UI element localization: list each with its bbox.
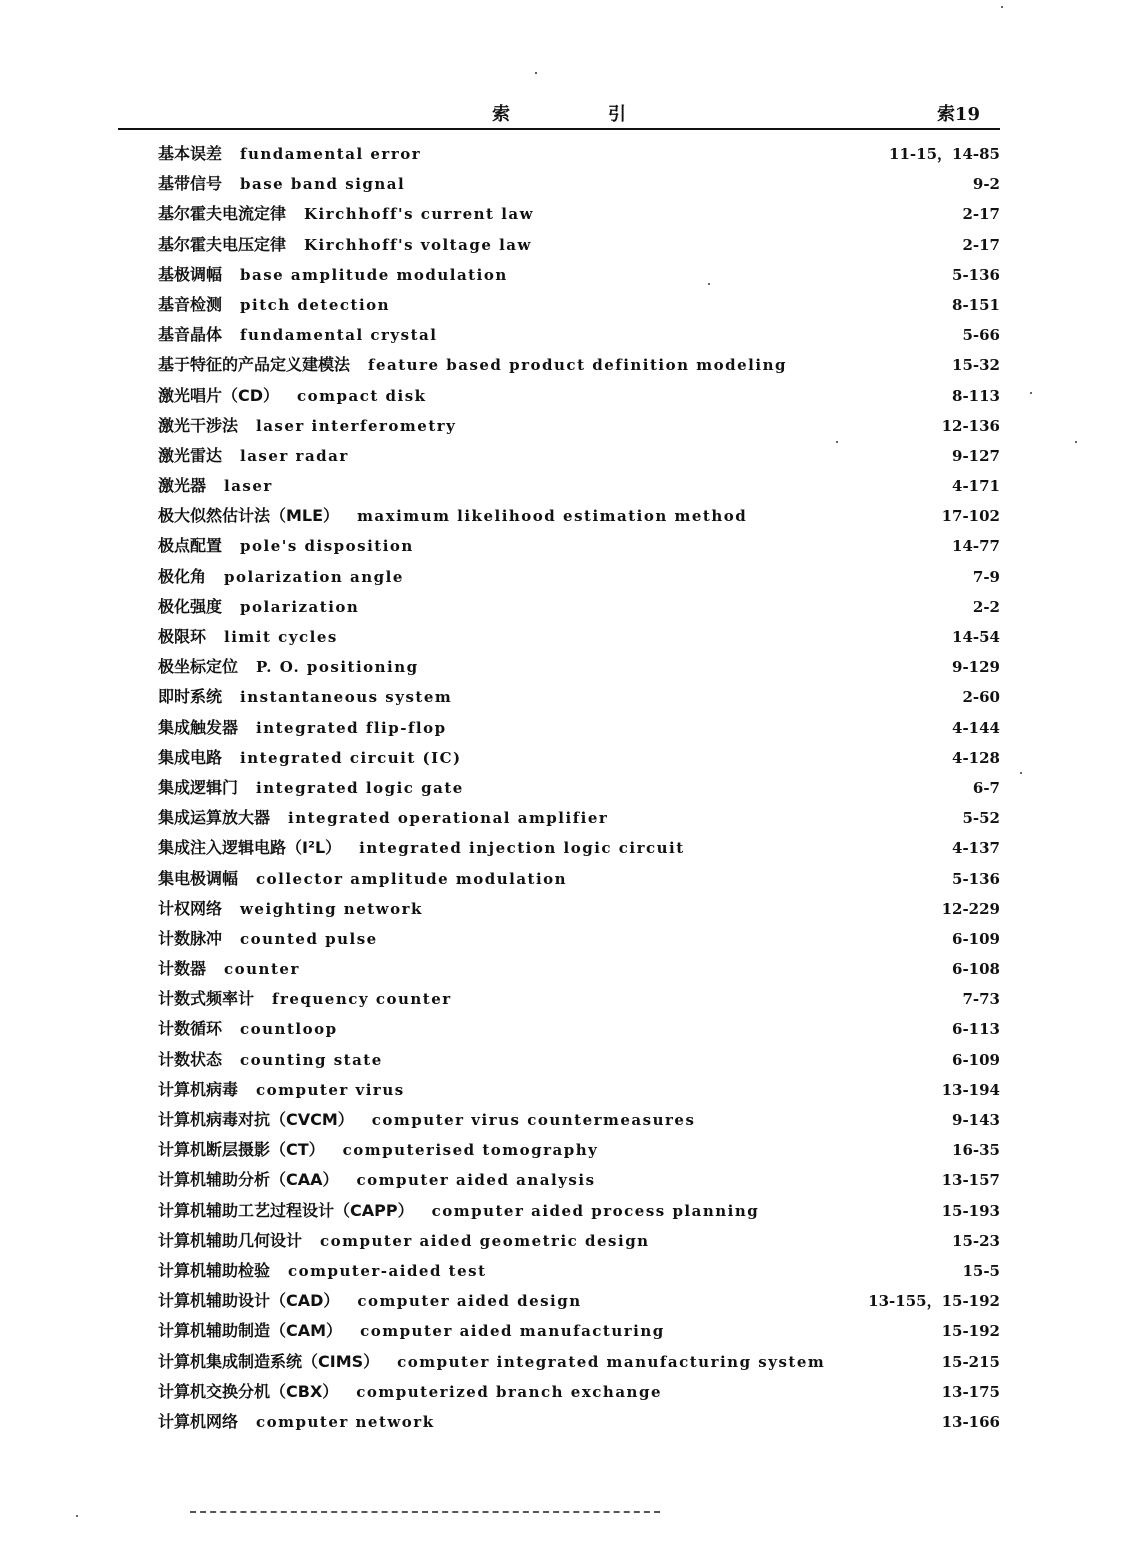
entry-page-reference: 15-193 — [941, 1201, 1000, 1220]
scan-speck — [1075, 441, 1077, 443]
index-entry — [158, 743, 1000, 773]
index-entry — [158, 803, 1000, 833]
entry-chinese-term: 计算机交换分机（CBX） — [158, 1381, 339, 1401]
index-entry — [158, 652, 1000, 682]
entry-chinese-term: 基尔霍夫电压定律 — [158, 234, 287, 254]
entry-page-reference: 8-151 — [952, 295, 1000, 314]
entry-chinese-term: 即时系统 — [158, 687, 223, 707]
entry-page-reference: 11-15，14-85 — [889, 145, 1000, 163]
entry-chinese-term: 计算机病毒 — [158, 1079, 239, 1099]
entry-chinese-term: 极点配置 — [158, 536, 223, 556]
scan-speck — [535, 72, 537, 74]
index-entries — [158, 139, 1000, 1437]
scan-speck — [1020, 772, 1022, 774]
index-entry — [158, 1256, 1000, 1286]
index-entry — [158, 139, 1000, 169]
entry-page-reference: 15-5 — [962, 1261, 1000, 1280]
entry-page-reference: 12-136 — [941, 416, 1000, 435]
entry-english-term: Kirchhoff's voltage law — [304, 235, 532, 254]
entry-chinese-term: 极大似然估计法（MLE） — [158, 506, 340, 526]
index-entry — [158, 320, 1000, 350]
entry-chinese-term: 激光雷达 — [158, 445, 223, 465]
header-title: 索 引 — [492, 104, 666, 125]
entry-english-term: weighting network — [240, 899, 423, 918]
entry-chinese-term: 基音检测 — [158, 294, 223, 314]
entry-english-term: computer virus — [256, 1080, 405, 1099]
entry-page-reference: 16-35 — [952, 1141, 1000, 1160]
entry-english-term: computer aided manufacturing — [360, 1322, 665, 1341]
entry-chinese-term: 基音晶体 — [158, 325, 223, 345]
entry-page-reference: 14-77 — [952, 537, 1000, 556]
entry-page-reference: 8-113 — [952, 386, 1000, 405]
entry-english-term: base band signal — [240, 175, 406, 194]
entry-english-term: compact disk — [297, 386, 427, 405]
entry-english-term: computer virus countermeasures — [371, 1111, 696, 1129]
entry-chinese-term: 计算机辅助几何设计 — [158, 1230, 303, 1250]
index-entry — [158, 1045, 1000, 1075]
entry-chinese-term: 极坐标定位 — [158, 657, 239, 677]
entry-english-term: base amplitude modulation — [240, 265, 508, 284]
entry-page-reference: 4-128 — [952, 748, 1000, 767]
index-entry — [158, 984, 1000, 1014]
index-entry — [158, 1075, 1000, 1105]
index-entry — [158, 1407, 1000, 1437]
entry-chinese-term: 计算机网络 — [158, 1411, 239, 1431]
index-entry — [158, 1196, 1000, 1226]
entry-page-reference: 7-9 — [972, 567, 1000, 586]
entry-page-reference: 4-144 — [952, 718, 1000, 737]
scan-speck — [1030, 392, 1032, 394]
index-entry — [158, 230, 1000, 260]
entry-english-term: Kirchhoff's current law — [304, 205, 535, 224]
entry-english-term: computer network — [256, 1412, 435, 1431]
entry-page-reference: 2-60 — [962, 688, 1000, 707]
entry-chinese-term: 计数式频率计 — [158, 989, 255, 1009]
entry-chinese-term: 集成逻辑门 — [158, 777, 239, 797]
entry-page-reference: 15-192 — [941, 1322, 1000, 1341]
entry-page-reference: 5-52 — [962, 809, 1000, 828]
index-entry — [158, 1226, 1000, 1256]
entry-page-reference: 6-7 — [972, 778, 1000, 797]
index-entry — [158, 864, 1000, 894]
entry-chinese-term: 集电极调幅 — [158, 868, 239, 888]
scan-speck — [836, 441, 838, 443]
entry-chinese-term: 计算机病毒对抗（CVCM） — [158, 1110, 354, 1129]
index-entry — [158, 833, 1000, 863]
index-entry — [158, 1165, 1000, 1195]
entry-chinese-term: 集成触发器 — [158, 717, 239, 737]
entry-english-term: counted pulse — [240, 929, 378, 948]
index-entry — [158, 441, 1000, 471]
index-entry — [158, 1286, 1000, 1316]
entry-english-term: collector amplitude modulation — [256, 869, 568, 888]
entry-page-reference: 13-175 — [941, 1382, 1000, 1401]
entry-english-term: computerized branch exchange — [356, 1382, 662, 1401]
header-page-number: 索19 — [936, 104, 980, 125]
entry-page-reference: 13-157 — [941, 1171, 1000, 1190]
entry-page-reference: 9-129 — [952, 658, 1000, 677]
index-entry — [158, 924, 1000, 954]
index-entry — [158, 682, 1000, 712]
entry-page-reference: 5-136 — [952, 265, 1000, 284]
index-entry — [158, 260, 1000, 290]
entry-chinese-term: 计数脉冲 — [158, 928, 223, 948]
entry-english-term: frequency counter — [272, 990, 452, 1009]
index-entry — [158, 1377, 1000, 1407]
index-entry — [158, 1347, 1000, 1377]
index-entry — [158, 954, 1000, 984]
entry-chinese-term: 计算机辅助工艺过程设计（CAPP） — [158, 1200, 414, 1220]
index-entry — [158, 592, 1000, 622]
entry-chinese-term: 基带信号 — [158, 174, 223, 194]
entry-english-term: limit cycles — [224, 628, 338, 646]
entry-page-reference: 15-32 — [952, 356, 1000, 375]
index-entry — [158, 381, 1000, 411]
index-entry — [158, 622, 1000, 652]
running-header — [118, 98, 1000, 130]
index-entry — [158, 531, 1000, 561]
entry-english-term: computerised tomography — [342, 1141, 599, 1160]
entry-chinese-term: 计算机辅助制造（CAM） — [158, 1321, 343, 1341]
entry-english-term: computer-aided test — [288, 1261, 487, 1280]
entry-english-term: pole's disposition — [240, 537, 414, 556]
scan-speck — [708, 283, 710, 285]
index-entry — [158, 501, 1000, 531]
index-entry — [158, 199, 1000, 229]
entry-page-reference: 13-194 — [941, 1080, 1000, 1099]
entry-english-term: fundamental crystal — [240, 326, 438, 345]
index-entry — [158, 1014, 1000, 1044]
entry-chinese-term: 基本误差 — [158, 144, 223, 163]
scan-speck — [76, 1515, 78, 1517]
entry-chinese-term: 基尔霍夫电流定律 — [158, 204, 287, 224]
entry-chinese-term: 基极调幅 — [158, 264, 223, 284]
entry-english-term: computer aided analysis — [356, 1171, 596, 1190]
entry-english-term: laser — [224, 477, 273, 496]
index-entry — [158, 411, 1000, 441]
entry-page-reference: 6-113 — [952, 1020, 1000, 1039]
entry-english-term: integrated circuit (IC) — [240, 748, 462, 767]
index-entry — [158, 290, 1000, 320]
entry-chinese-term: 集成运算放大器 — [158, 808, 271, 828]
entry-page-reference: 9-143 — [952, 1111, 1000, 1129]
entry-page-reference: 13-166 — [941, 1412, 1000, 1431]
entry-page-reference: 4-137 — [952, 839, 1000, 858]
entry-page-reference: 15-215 — [941, 1352, 1000, 1371]
entry-chinese-term: 集成注入逻辑电路（I²L） — [158, 838, 342, 858]
entry-page-reference: 6-109 — [952, 929, 1000, 948]
index-entry — [158, 1105, 1000, 1135]
entry-chinese-term: 计数循环 — [158, 1019, 223, 1039]
entry-chinese-term: 激光唱片（CD） — [158, 385, 280, 405]
entry-english-term: integrated operational amplifier — [288, 809, 609, 828]
entry-page-reference: 9-127 — [952, 446, 1000, 465]
entry-chinese-term: 计算机辅助分析（CAA） — [158, 1170, 339, 1190]
entry-page-reference: 5-66 — [962, 326, 1000, 345]
entry-page-reference: 5-136 — [952, 869, 1000, 888]
entry-page-reference: 4-171 — [952, 477, 1000, 496]
entry-page-reference: 9-2 — [972, 175, 1000, 194]
entry-chinese-term: 激光器 — [158, 476, 207, 496]
entry-english-term: instantaneous system — [240, 688, 453, 707]
entry-page-reference: 12-229 — [941, 899, 1000, 918]
entry-english-term: feature based product definition modeling — [368, 356, 787, 375]
entry-chinese-term: 极限环 — [158, 627, 207, 646]
entry-english-term: counting state — [240, 1050, 383, 1069]
entry-page-reference: 2-17 — [962, 235, 1000, 254]
index-entry — [158, 713, 1000, 743]
entry-page-reference: 6-109 — [952, 1050, 1000, 1069]
entry-page-reference: 2-2 — [972, 597, 1000, 616]
entry-english-term: laser radar — [240, 446, 349, 465]
entry-chinese-term: 极化强度 — [158, 596, 223, 616]
entry-english-term: fundamental error — [240, 145, 422, 163]
index-entry — [158, 1316, 1000, 1346]
entry-english-term: counter — [224, 960, 300, 979]
entry-chinese-term: 计数器 — [158, 959, 207, 979]
entry-english-term: countloop — [240, 1020, 338, 1039]
entry-chinese-term: 激光干涉法 — [158, 415, 239, 435]
index-entry — [158, 894, 1000, 924]
entry-english-term: computer aided design — [357, 1292, 582, 1311]
entry-english-term: P. O. positioning — [256, 658, 419, 677]
entry-chinese-term: 计算机断层摄影（CT） — [158, 1140, 325, 1160]
entry-chinese-term: 计算机辅助设计（CAD） — [158, 1291, 340, 1311]
index-entry — [158, 471, 1000, 501]
entry-chinese-term: 极化角 — [158, 566, 207, 586]
entry-english-term: computer aided geometric design — [320, 1231, 650, 1250]
entry-page-reference: 15-23 — [952, 1231, 1000, 1250]
entry-chinese-term: 基于特征的产品定义建模法 — [158, 355, 351, 375]
entry-english-term: computer aided process planning — [431, 1201, 760, 1220]
entry-english-term: pitch detection — [240, 295, 391, 314]
entry-english-term: maximum likelihood estimation method — [357, 507, 748, 526]
index-entry — [158, 562, 1000, 592]
footer-rule — [190, 1511, 660, 1513]
entry-chinese-term: 集成电路 — [158, 747, 223, 767]
index-entry — [158, 773, 1000, 803]
entry-english-term: laser interferometry — [256, 416, 457, 435]
entry-english-term: integrated injection logic circuit — [359, 839, 685, 858]
index-entry — [158, 350, 1000, 380]
entry-page-reference: 7-73 — [962, 990, 1000, 1009]
index-entry — [158, 1135, 1000, 1165]
index-entry — [158, 169, 1000, 199]
entry-chinese-term: 计算机集成制造系统（CIMS） — [158, 1351, 380, 1371]
entry-english-term: polarization — [240, 597, 360, 616]
entry-english-term: computer integrated manufacturing system — [397, 1352, 826, 1371]
scan-speck — [1001, 6, 1003, 8]
entry-page-reference: 17-102 — [941, 507, 1000, 526]
entry-page-reference: 2-17 — [962, 205, 1000, 224]
entry-chinese-term: 计数状态 — [158, 1049, 223, 1069]
entry-page-reference: 13-155，15-192 — [868, 1292, 1000, 1311]
entry-page-reference: 6-108 — [952, 960, 1000, 979]
entry-english-term: polarization angle — [224, 567, 404, 586]
entry-page-reference: 14-54 — [952, 628, 1000, 646]
entry-english-term: integrated logic gate — [256, 778, 464, 797]
entry-chinese-term: 计权网络 — [158, 898, 223, 918]
entry-english-term: integrated flip-flop — [256, 718, 447, 737]
entry-chinese-term: 计算机辅助检验 — [158, 1260, 271, 1280]
